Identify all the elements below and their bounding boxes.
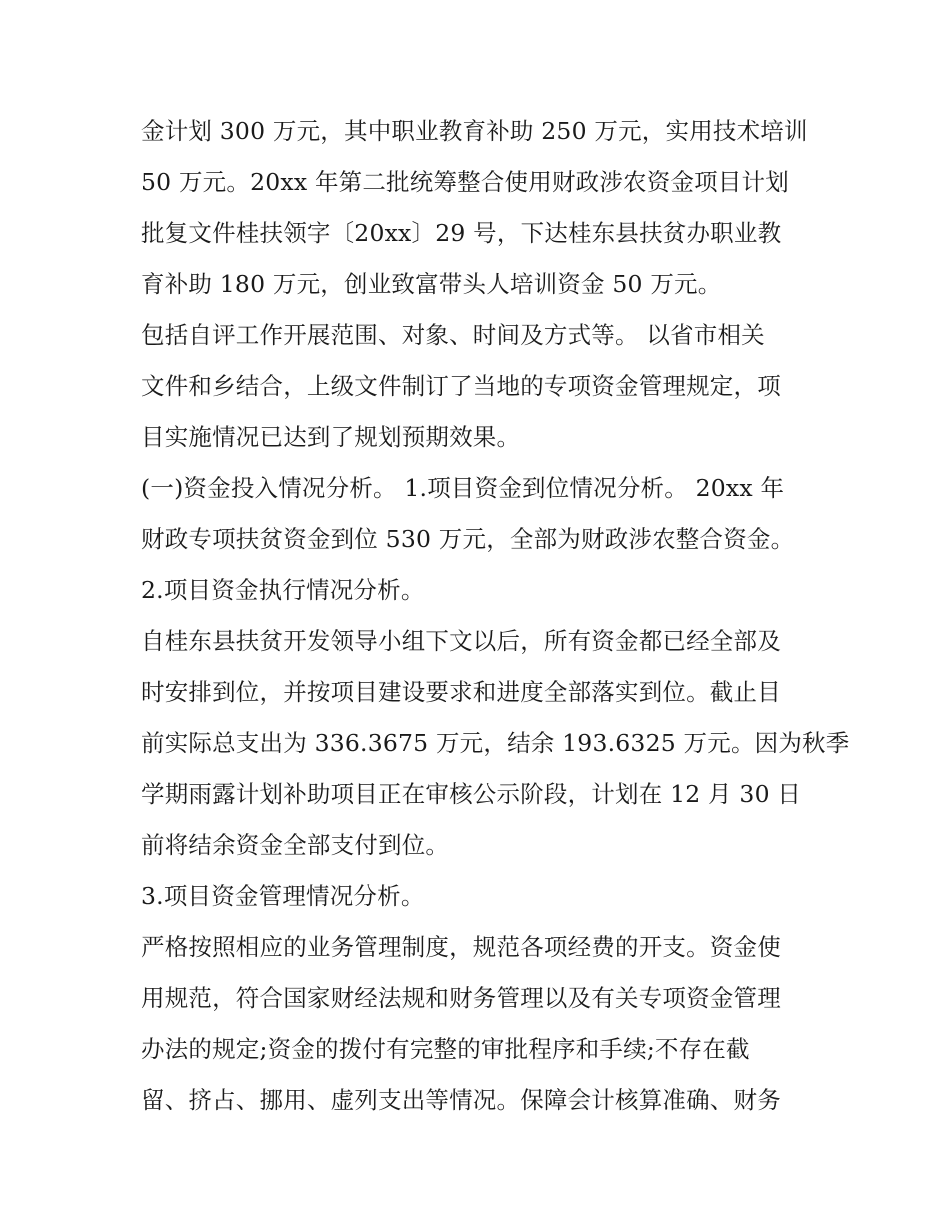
text-line: 学期雨露计划补助项目正在审核公示阶段，计划在 12 月 30 日 <box>141 780 802 808</box>
text-line: 留、挤占、挪用、虚列支出等情况。保障会计核算准确、财务 <box>141 1086 781 1114</box>
text-line: 财政专项扶贫资金到位 530 万元，全部为财政涉农整合资金。 <box>141 525 795 553</box>
text-line: 严格按照相应的业务管理制度，规范各项经费的开支。资金使 <box>141 933 781 961</box>
text-line: 3.项目资金管理情况分析。 <box>141 882 425 910</box>
text-line: 目实施情况已达到了规划预期效果。 <box>141 423 521 451</box>
text-line: (一)资金投入情况分析。 1.项目资金到位情况分析。 20xx 年 <box>141 474 785 502</box>
text-line: 50 万元。20xx 年第二批统筹整合使用财政涉农资金项目计划 <box>141 168 789 196</box>
text-line: 前将结余资金全部支付到位。 <box>141 831 450 859</box>
text-line: 育补助 180 万元，创业致富带头人培训资金 50 万元。 <box>141 270 722 298</box>
text-line: 金计划 300 万元，其中职业教育补助 250 万元，实用技术培训 <box>141 117 808 145</box>
text-line: 前实际总支出为 336.3675 万元，结余 193.6325 万元。因为秋季 <box>141 729 850 757</box>
document-body <box>141 106 850 1126</box>
text-line: 包括自评工作开展范围、对象、时间及方式等。 以省市相关 <box>141 321 765 349</box>
text-line: 办法的规定;资金的拨付有完整的审批程序和手续;不存在截 <box>141 1035 750 1063</box>
text-line: 用规范，符合国家财经法规和财务管理以及有关专项资金管理 <box>141 984 781 1012</box>
text-line: 文件和乡结合，上级文件制订了当地的专项资金管理规定，项 <box>141 372 781 400</box>
text-line: 时安排到位，并按项目建设要求和进度全部落实到位。截止目 <box>141 678 781 706</box>
text-line: 2.项目资金执行情况分析。 <box>141 576 425 604</box>
text-line: 自桂东县扶贫开发领导小组下文以后，所有资金都已经全部及 <box>141 627 781 655</box>
text-line: 批复文件桂扶领字〔20xx〕29 号，下达桂东县扶贫办职业教 <box>141 219 782 247</box>
